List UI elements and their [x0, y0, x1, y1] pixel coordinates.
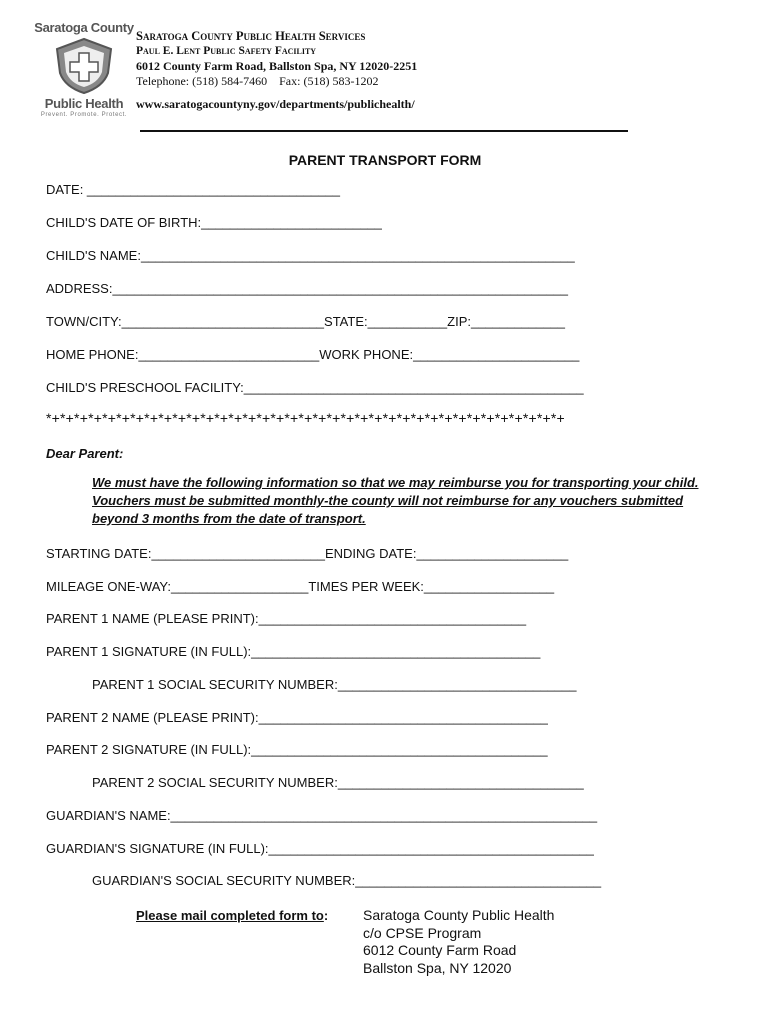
parent1-signature-field[interactable]: PARENT 1 SIGNATURE (IN FULL):________________________________________	[46, 644, 541, 659]
separator-line: *+*+*+*+*+*+*+*+*+*+*+*+*+*+*+*+*+*+*+*+*+*+*+*+*+*+*+*+*+*+*+*+*+*+*+*+*+	[46, 410, 565, 426]
parent1-ssn-field[interactable]: PARENT 1 SOCIAL SECURITY NUMBER:_________________________________	[92, 677, 577, 692]
logo-bottom-text: Public Health	[44, 96, 124, 111]
logo-top-text: Saratoga County	[34, 20, 134, 35]
letterhead	[136, 29, 417, 112]
facility-name: Paul E. Lent Public Safety Facility	[136, 45, 317, 57]
org-phones: Telephone: (518) 584-7460 Fax: (518) 583-1202	[136, 74, 379, 88]
mail-address	[363, 907, 554, 977]
mail-address-line: c/o CPSE Program	[363, 924, 482, 941]
date-field[interactable]: DATE: ___________________________________	[46, 182, 340, 197]
parent2-signature-field[interactable]: PARENT 2 SIGNATURE (IN FULL):_________________________________________	[46, 742, 548, 757]
header-divider	[140, 130, 628, 132]
preschool-field[interactable]: CHILD'S PRESCHOOL FACILITY:_______________________________________________	[46, 380, 584, 395]
child-name-field[interactable]: CHILD'S NAME:____________________________________________________________	[46, 248, 575, 263]
org-address: 6012 County Farm Road, Ballston Spa, NY 12020-2251	[136, 59, 418, 73]
guardian-signature-field[interactable]: GUARDIAN'S SIGNATURE (IN FULL):_____________________________________________	[46, 841, 594, 856]
mail-label-text: Please mail completed form to	[136, 908, 324, 923]
dear-parent: Dear Parent:	[46, 446, 124, 461]
mail-address-line: Ballston Spa, NY 12020	[363, 959, 512, 976]
child-dob-field[interactable]: CHILD'S DATE OF BIRTH:_________________________	[46, 215, 382, 230]
org-name: Saratoga County Public Health Services	[136, 29, 366, 43]
guardian-name-field[interactable]: GUARDIAN'S NAME:___________________________________________________________	[46, 808, 598, 823]
start-end-date-fields[interactable]: STARTING DATE:________________________ENDING DATE:_____________________	[46, 546, 569, 561]
mail-address-line: Saratoga County Public Health	[363, 907, 555, 923]
mileage-times-fields[interactable]: MILEAGE ONE-WAY:___________________TIMES PER WEEK:__________________	[46, 579, 555, 594]
guardian-ssn-field[interactable]: GUARDIAN'S SOCIAL SECURITY NUMBER:__________________________________	[92, 873, 602, 888]
parent2-name-field[interactable]: PARENT 2 NAME (PLEASE PRINT):________________________________________	[46, 710, 548, 725]
mail-address-line: 6012 County Farm Road	[363, 942, 517, 958]
mail-label-colon: :	[323, 908, 329, 923]
address-field[interactable]: ADDRESS:_______________________________________________________________	[46, 281, 568, 296]
parent1-name-field[interactable]: PARENT 1 NAME (PLEASE PRINT):_____________________________________	[46, 611, 527, 626]
logo-tagline: Prevent. Promote. Protect.	[40, 112, 128, 118]
saratoga-public-health-logo	[34, 20, 134, 128]
phone-fields[interactable]: HOME PHONE:_________________________WORK PHONE:_______________________	[46, 347, 580, 362]
shield-cross-icon	[53, 37, 115, 95]
mail-instruction	[136, 908, 328, 923]
org-website[interactable]: www.saratogacountyny.gov/departments/publichealth/	[136, 97, 415, 111]
parent2-ssn-field[interactable]: PARENT 2 SOCIAL SECURITY NUMBER:__________________________________	[92, 775, 584, 790]
reimbursement-notice: We must have the following information so that we may reimburse you for transporting your child. Vouchers must be submitted monthly-the county will not reimburse for any vouchers submitted beyond 3 months from the date of transport.	[92, 475, 699, 526]
form-title: PARENT TRANSPORT FORM	[288, 152, 482, 168]
town-state-zip-field[interactable]: TOWN/CITY:____________________________STATE:___________ZIP:_____________	[46, 314, 565, 329]
